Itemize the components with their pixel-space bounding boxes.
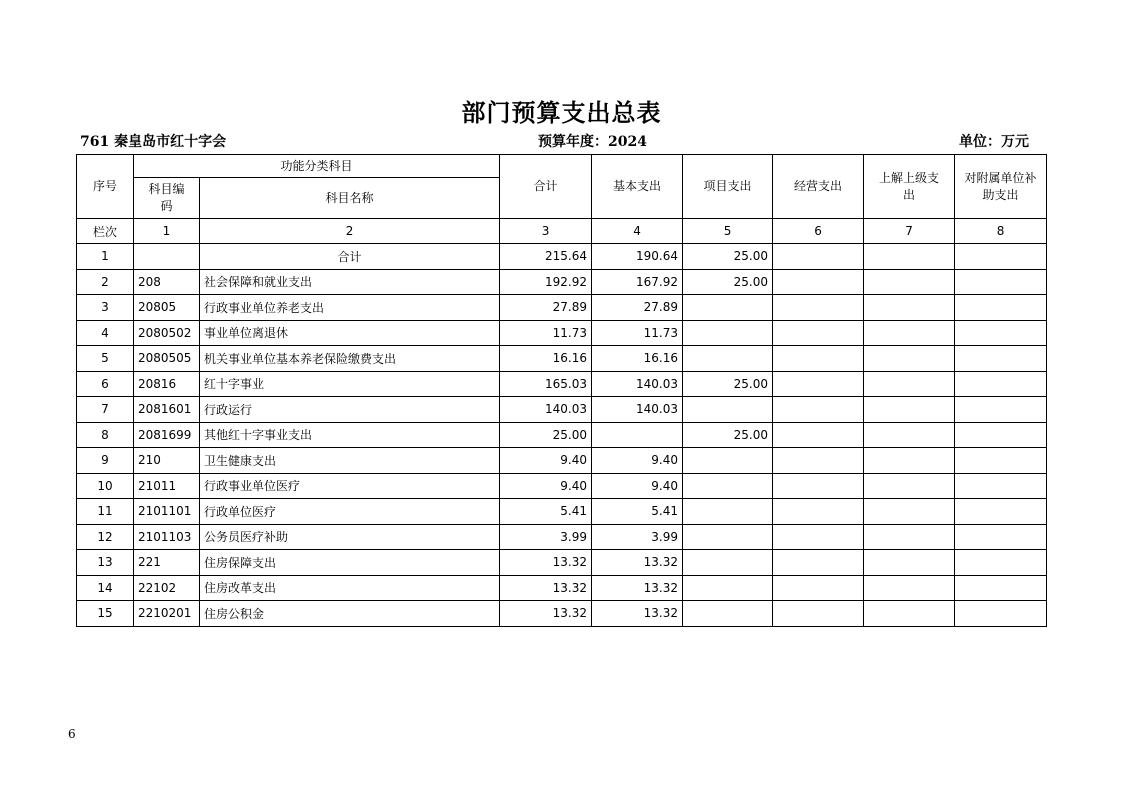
basic-cell: 3.99 xyxy=(592,524,683,550)
project-cell xyxy=(683,346,773,372)
table-row xyxy=(77,499,1047,525)
budget-year: 预算年度：2024 xyxy=(538,134,647,150)
seq-cell: 2 xyxy=(77,269,134,295)
subsidy-cell xyxy=(955,550,1047,576)
name-cell: 红十字事业 xyxy=(200,371,500,397)
header-subsidy: 对附属单位补助支出 xyxy=(955,155,1047,219)
basic-cell: 11.73 xyxy=(592,320,683,346)
seq-cell: 10 xyxy=(77,473,134,499)
total-cell: 13.32 xyxy=(500,601,592,627)
operating-cell xyxy=(773,397,864,423)
table-row xyxy=(77,575,1047,601)
subsidy-cell xyxy=(955,524,1047,550)
code-cell: 2101101 xyxy=(134,499,200,525)
code-cell: 20805 xyxy=(134,295,200,321)
total-cell: 13.32 xyxy=(500,550,592,576)
project-cell xyxy=(683,499,773,525)
index-cell: 8 xyxy=(955,219,1047,244)
subsidy-cell xyxy=(955,244,1047,270)
basic-cell: 16.16 xyxy=(592,346,683,372)
subsidy-cell xyxy=(955,601,1047,627)
seq-cell: 4 xyxy=(77,320,134,346)
index-cell: 6 xyxy=(773,219,864,244)
name-cell: 行政单位医疗 xyxy=(200,499,500,525)
project-cell xyxy=(683,473,773,499)
code-cell: 21011 xyxy=(134,473,200,499)
org-name: 761 秦皇岛市红十字会 xyxy=(80,134,227,150)
project-cell xyxy=(683,601,773,627)
subsidy-cell xyxy=(955,346,1047,372)
table-row xyxy=(77,448,1047,474)
code-cell: 22102 xyxy=(134,575,200,601)
subsidy-cell xyxy=(955,422,1047,448)
remit-cell xyxy=(864,524,955,550)
name-cell: 住房改革支出 xyxy=(200,575,500,601)
index-cell: 7 xyxy=(864,219,955,244)
header-code: 科目编码 xyxy=(134,178,200,219)
code-cell: 2210201 xyxy=(134,601,200,627)
total-cell: 11.73 xyxy=(500,320,592,346)
table-row xyxy=(77,601,1047,627)
total-cell: 140.03 xyxy=(500,397,592,423)
subsidy-cell xyxy=(955,269,1047,295)
basic-cell: 9.40 xyxy=(592,473,683,499)
remit-cell xyxy=(864,371,955,397)
code-cell: 2081601 xyxy=(134,397,200,423)
seq-cell: 1 xyxy=(77,244,134,270)
total-cell: 5.41 xyxy=(500,499,592,525)
project-cell xyxy=(683,524,773,550)
index-row xyxy=(77,219,1047,244)
subsidy-cell xyxy=(955,448,1047,474)
basic-cell: 13.32 xyxy=(592,601,683,627)
total-cell: 9.40 xyxy=(500,448,592,474)
name-cell: 行政运行 xyxy=(200,397,500,423)
remit-cell xyxy=(864,448,955,474)
name-cell: 合计 xyxy=(200,244,500,270)
subsidy-cell xyxy=(955,575,1047,601)
operating-cell xyxy=(773,575,864,601)
name-cell: 住房公积金 xyxy=(200,601,500,627)
operating-cell xyxy=(773,550,864,576)
basic-cell: 190.64 xyxy=(592,244,683,270)
remit-cell xyxy=(864,320,955,346)
operating-cell xyxy=(773,524,864,550)
remit-cell xyxy=(864,499,955,525)
basic-cell: 27.89 xyxy=(592,295,683,321)
header-total: 合计 xyxy=(500,155,592,219)
table-row xyxy=(77,269,1047,295)
name-cell: 事业单位离退休 xyxy=(200,320,500,346)
table-row xyxy=(77,524,1047,550)
remit-cell xyxy=(864,397,955,423)
seq-cell: 5 xyxy=(77,346,134,372)
table-row xyxy=(77,422,1047,448)
remit-cell xyxy=(864,575,955,601)
table-row xyxy=(77,346,1047,372)
header-operating: 经营支出 xyxy=(773,155,864,219)
basic-cell: 13.32 xyxy=(592,575,683,601)
project-cell: 25.00 xyxy=(683,371,773,397)
code-cell xyxy=(134,244,200,270)
table-row xyxy=(77,295,1047,321)
table-row xyxy=(77,397,1047,423)
project-cell xyxy=(683,448,773,474)
project-cell xyxy=(683,575,773,601)
basic-cell: 140.03 xyxy=(592,371,683,397)
operating-cell xyxy=(773,346,864,372)
project-cell xyxy=(683,550,773,576)
total-cell: 192.92 xyxy=(500,269,592,295)
basic-cell: 167.92 xyxy=(592,269,683,295)
name-cell: 行政事业单位养老支出 xyxy=(200,295,500,321)
code-cell: 221 xyxy=(134,550,200,576)
remit-cell xyxy=(864,473,955,499)
remit-cell xyxy=(864,601,955,627)
seq-cell: 6 xyxy=(77,371,134,397)
name-cell: 机关事业单位基本养老保险缴费支出 xyxy=(200,346,500,372)
operating-cell xyxy=(773,499,864,525)
name-cell: 社会保障和就业支出 xyxy=(200,269,500,295)
total-cell: 3.99 xyxy=(500,524,592,550)
remit-cell xyxy=(864,550,955,576)
page-number: 6 xyxy=(68,727,76,741)
unit-label: 单位：万元 xyxy=(959,134,1029,150)
total-cell: 16.16 xyxy=(500,346,592,372)
project-cell: 25.00 xyxy=(683,244,773,270)
name-cell: 卫生健康支出 xyxy=(200,448,500,474)
index-cell: 4 xyxy=(592,219,683,244)
index-cell: 3 xyxy=(500,219,592,244)
index-cell: 2 xyxy=(200,219,500,244)
page-title: 部门预算支出总表 xyxy=(461,98,662,127)
remit-cell xyxy=(864,295,955,321)
table-row xyxy=(77,473,1047,499)
seq-cell: 8 xyxy=(77,422,134,448)
seq-cell: 3 xyxy=(77,295,134,321)
name-cell: 其他红十字事业支出 xyxy=(200,422,500,448)
seq-cell: 9 xyxy=(77,448,134,474)
operating-cell xyxy=(773,269,864,295)
header-seq: 序号 xyxy=(77,155,134,219)
total-cell: 165.03 xyxy=(500,371,592,397)
operating-cell xyxy=(773,244,864,270)
table-row xyxy=(77,320,1047,346)
subsidy-cell xyxy=(955,320,1047,346)
code-cell: 210 xyxy=(134,448,200,474)
basic-cell: 13.32 xyxy=(592,550,683,576)
header-remit: 上解上级支出 xyxy=(864,155,955,219)
table-row xyxy=(77,371,1047,397)
seq-cell: 12 xyxy=(77,524,134,550)
project-cell xyxy=(683,320,773,346)
remit-cell xyxy=(864,346,955,372)
code-cell: 2101103 xyxy=(134,524,200,550)
table-row xyxy=(77,550,1047,576)
code-cell: 2080505 xyxy=(134,346,200,372)
basic-cell xyxy=(592,422,683,448)
index-cell: 5 xyxy=(683,219,773,244)
subsidy-cell xyxy=(955,295,1047,321)
total-cell: 9.40 xyxy=(500,473,592,499)
header-project: 项目支出 xyxy=(683,155,773,219)
index-cell: 栏次 xyxy=(77,219,134,244)
header-name: 科目名称 xyxy=(200,178,500,219)
code-cell: 208 xyxy=(134,269,200,295)
project-cell: 25.00 xyxy=(683,422,773,448)
basic-cell: 140.03 xyxy=(592,397,683,423)
table-body xyxy=(77,219,1047,627)
basic-cell: 9.40 xyxy=(592,448,683,474)
total-cell: 215.64 xyxy=(500,244,592,270)
subsidy-cell xyxy=(955,499,1047,525)
operating-cell xyxy=(773,320,864,346)
seq-cell: 14 xyxy=(77,575,134,601)
code-cell: 2080502 xyxy=(134,320,200,346)
code-cell: 20816 xyxy=(134,371,200,397)
index-cell: 1 xyxy=(134,219,200,244)
operating-cell xyxy=(773,473,864,499)
total-cell: 25.00 xyxy=(500,422,592,448)
remit-cell xyxy=(864,244,955,270)
project-cell: 25.00 xyxy=(683,269,773,295)
remit-cell xyxy=(864,269,955,295)
operating-cell xyxy=(773,601,864,627)
seq-cell: 11 xyxy=(77,499,134,525)
project-cell xyxy=(683,397,773,423)
subsidy-cell xyxy=(955,473,1047,499)
budget-table xyxy=(76,154,1047,627)
seq-cell: 7 xyxy=(77,397,134,423)
table-row xyxy=(77,244,1047,270)
remit-cell xyxy=(864,422,955,448)
subsidy-cell xyxy=(955,397,1047,423)
total-cell: 27.89 xyxy=(500,295,592,321)
total-cell: 13.32 xyxy=(500,575,592,601)
operating-cell xyxy=(773,371,864,397)
project-cell xyxy=(683,295,773,321)
header-func-class: 功能分类科目 xyxy=(134,155,500,178)
basic-cell: 5.41 xyxy=(592,499,683,525)
seq-cell: 15 xyxy=(77,601,134,627)
name-cell: 行政事业单位医疗 xyxy=(200,473,500,499)
operating-cell xyxy=(773,448,864,474)
name-cell: 公务员医疗补助 xyxy=(200,524,500,550)
header-basic: 基本支出 xyxy=(592,155,683,219)
operating-cell xyxy=(773,422,864,448)
code-cell: 2081699 xyxy=(134,422,200,448)
operating-cell xyxy=(773,295,864,321)
name-cell: 住房保障支出 xyxy=(200,550,500,576)
seq-cell: 13 xyxy=(77,550,134,576)
subsidy-cell xyxy=(955,371,1047,397)
